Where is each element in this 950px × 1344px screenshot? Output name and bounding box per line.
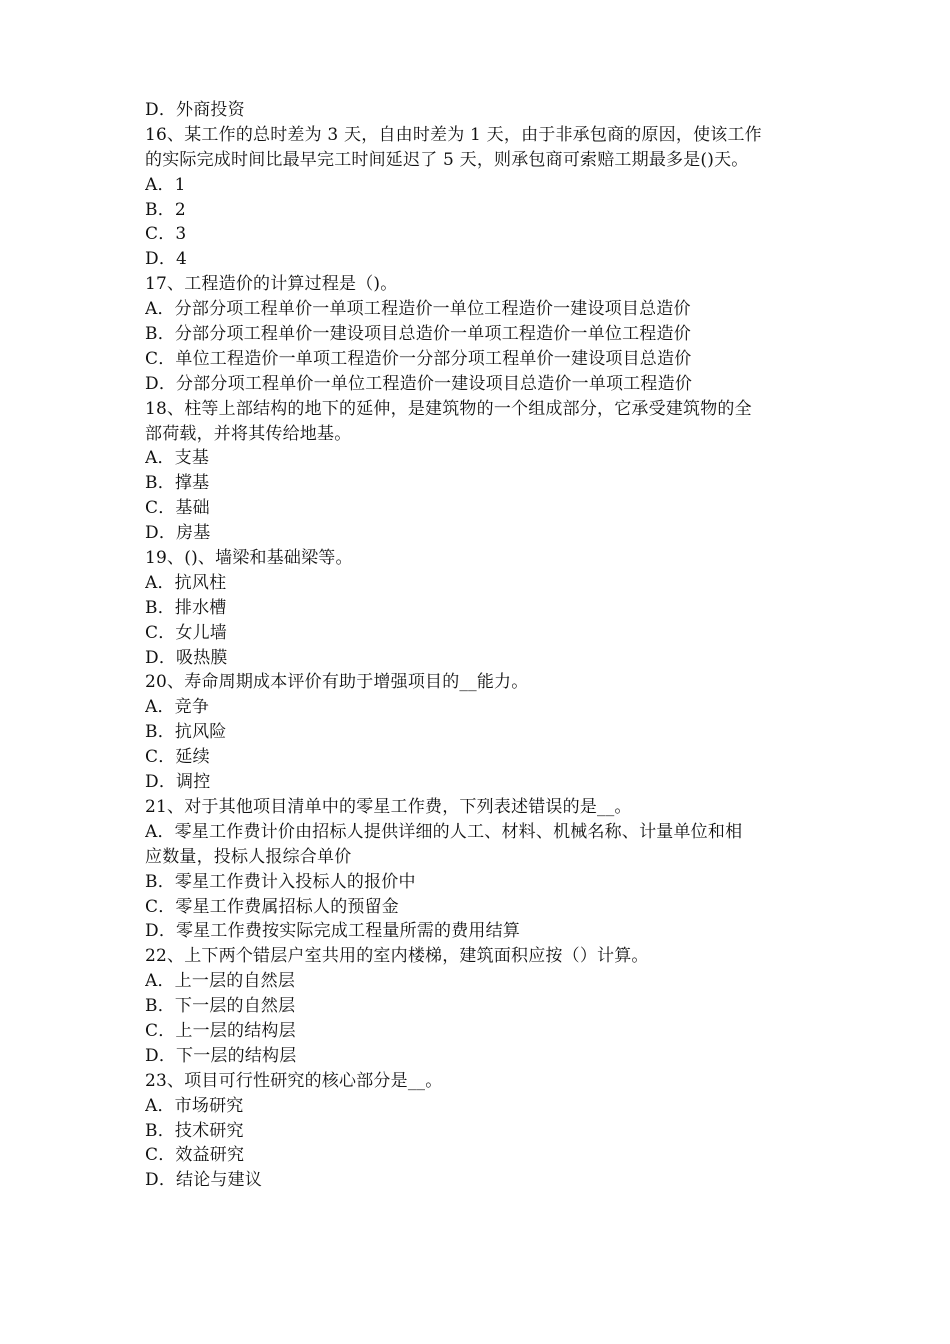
- answer-option-line: B．2: [145, 199, 186, 220]
- answer-option-line: B．技术研究: [145, 1120, 244, 1141]
- answer-option-line: A．零星工作费计价由招标人提供详细的人工、材料、机械名称、计量单位和相: [145, 821, 743, 842]
- answer-option-line: 应数量，投标人报综合单价: [145, 846, 352, 867]
- answer-option-line: C．女儿墙: [145, 622, 228, 643]
- question-text-line: 16、某工作的总时差为 3 天，自由时差为 1 天，由于非承包商的原因，使该工作: [145, 124, 762, 145]
- answer-option-line: D．4: [145, 249, 188, 270]
- answer-option-line: C．效益研究: [145, 1145, 245, 1166]
- answer-option-line: D．调控: [145, 772, 211, 793]
- answer-option-line: A．抗风柱: [145, 572, 227, 593]
- question-text-line: 17、工程造价的计算过程是（)。: [145, 274, 398, 295]
- question-text-line: 21、对于其他项目清单中的零星工作费，下列表述错误的是__。: [145, 796, 632, 817]
- answer-option-line: A．1: [145, 174, 186, 195]
- answer-option-line: C．单位工程造价一单项工程造价一分部分项工程单价一建设项目总造价: [145, 348, 692, 369]
- question-text-line: 18、柱等上部结构的地下的延伸，是建筑物的一个组成部分，它承受建筑物的全: [145, 398, 752, 419]
- answer-option-line: D．零星工作费按实际完成工程量所需的费用结算: [145, 921, 521, 942]
- question-text-line: 20、寿命周期成本评价有助于增强项目的__能力。: [145, 672, 529, 693]
- answer-option-line: B．分部分项工程单价一建设项目总造价一单项工程造价一单位工程造价: [145, 324, 691, 345]
- answer-option-line: A．竞争: [145, 697, 210, 718]
- answer-option-line: C．基础: [145, 498, 210, 519]
- answer-option-line: B．下一层的自然层: [145, 996, 296, 1017]
- question-text-line: 19、()、墙梁和基础梁等。: [145, 548, 353, 569]
- answer-option-line: D．房基: [145, 523, 211, 544]
- answer-option-line: B．抗风险: [145, 722, 227, 743]
- answer-option-line: B．撑基: [145, 473, 210, 494]
- answer-option-line: A．分部分项工程单价一单项工程造价一单位工程造价一建设项目总造价: [145, 299, 691, 320]
- answer-option-line: C．延续: [145, 747, 210, 768]
- answer-option-line: D．下一层的结构层: [145, 1045, 297, 1066]
- answer-option-line: A．市场研究: [145, 1095, 244, 1116]
- question-text-line: 23、项目可行性研究的核心部分是__。: [145, 1070, 443, 1091]
- question-text-line: 22、上下两个错层户室共用的室内楼梯，建筑面积应按（）计算。: [145, 946, 649, 967]
- answer-option-line: C．3: [145, 224, 187, 245]
- answer-option-line: D．外商投资: [145, 100, 245, 120]
- answer-option-line: A．支基: [145, 448, 210, 469]
- answer-option-line: C．上一层的结构层: [145, 1020, 296, 1041]
- answer-option-line: C．零星工作费属招标人的预留金: [145, 896, 400, 917]
- answer-option-line: B．零星工作费计入投标人的报价中: [145, 871, 416, 892]
- answer-option-line: D．吸热膜: [145, 647, 228, 668]
- question-text-line: 的实际完成时间比最早完工时间延迟了 5 天，则承包商可索赔工期最多是()天。: [145, 149, 749, 170]
- answer-option-line: D．结论与建议: [145, 1170, 263, 1191]
- answer-option-line: A．上一层的自然层: [145, 971, 296, 992]
- answer-option-line: B．排水槽: [145, 597, 227, 618]
- question-text-line: 部荷载，并将其传给地基。: [145, 423, 352, 444]
- document-body: [145, 98, 815, 1193]
- answer-option-line: D．分部分项工程单价一单位工程造价一建设项目总造价一单项工程造价: [145, 373, 693, 394]
